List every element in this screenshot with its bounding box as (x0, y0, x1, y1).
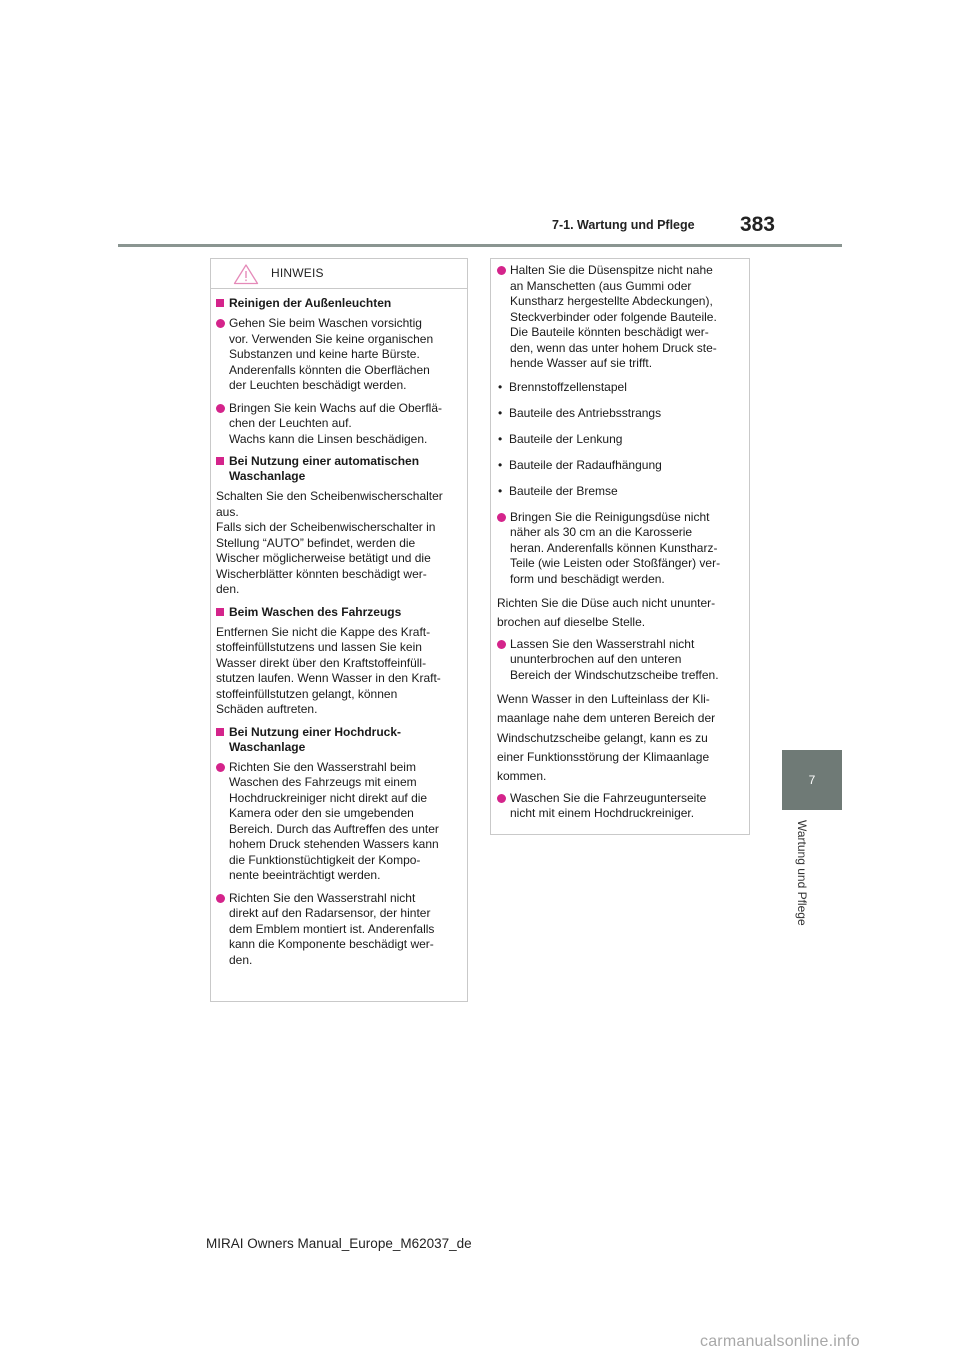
chapter-number: 7 (808, 773, 816, 787)
bullet-dot-icon: • (498, 483, 503, 498)
component-bullet: • Bauteile der Bremse (498, 483, 618, 498)
circle-bullet-icon (497, 266, 506, 275)
list-item: Waschen Sie die Fahrzeugunterseite nicht mit einem Hochdruckreiniger. (497, 791, 744, 822)
list-item: Bringen Sie kein Wachs auf die Oberflä- chen der Leuchten auf. Wachs kann die Linsen beschädigen. (216, 401, 462, 448)
section-heading: Bei Nutzung einer automatischen Waschanlage (216, 454, 462, 484)
header-rule (118, 244, 842, 247)
square-bullet-icon (216, 299, 224, 307)
component-bullet: • Bauteile des Antriebsstrangs (498, 405, 662, 420)
paragraph: Schalten Sie den Scheibenwischerschalter aus. Falls sich der Scheibenwischerschalter in Stellung “AUTO” befindet, werden die Wischer möglicherweise betätigt und die Wischerblätter könnten beschädigt wer- den. (216, 489, 443, 596)
circle-bullet-icon (216, 404, 225, 413)
list-item: Lassen Sie den Wasserstrahl nicht ununterbrochen auf den unteren Bereich der Windschutzscheibe treffen. (497, 637, 744, 684)
paragraph: Wenn Wasser in den Lufteinlass der Kli- maanlage nahe dem unteren Bereich der Windschutzscheibe gelangt, kann es zu einer Funktionsstörung der Klimaanlage kommen. (497, 692, 716, 784)
bullet-dot-icon: • (498, 379, 503, 394)
paragraph: Entfernen Sie nicht die Kappe des Kraft- stoffeinfüllstutzens und lassen Sie kein Wasser direkt über den Kraftstoffeinfüll- stutzen laufen. Wenn Wasser in den Kraft- stoffeinfüllstutzen gelangt, können Schäden auftreten. (216, 624, 441, 716)
list-item: Richten Sie den Wasserstrahl nicht direkt auf den Radarsensor, der hinter dem Emblem montiert ist. Anderenfalls kann die Komponente beschädigt wer- den. (216, 891, 462, 969)
section-heading: Bei Nutzung einer Hochdruck- Waschanlage (216, 725, 462, 755)
notice-box (210, 258, 468, 1002)
chapter-title-vertical: Wartung und Pflege (795, 820, 809, 926)
component-bullet: • Brennstoffzellenstapel (498, 379, 627, 394)
chapter-tab[interactable] (782, 750, 842, 810)
notice-body (211, 289, 467, 968)
list-item: Halten Sie die Düsenspitze nicht nahe an Manschetten (aus Gummi oder Kunstharz hergestellte Abdeckungen), Steckverbinder oder folgende Bauteile. Die Bauteile könnten beschädigt wer- den, wenn das unter hohem Druck ste- hende Wasser auf sie trifft. (497, 263, 744, 372)
page-number: 383 (739, 213, 775, 236)
section-heading: Reinigen der Außenleuchten (216, 296, 462, 311)
component-bullet: • Bauteile der Lenkung (498, 431, 623, 446)
list-item: Gehen Sie beim Waschen vorsichtig vor. Verwenden Sie keine organischen Substanzen und keine harte Bürste. Anderenfalls könnten die Oberflächen der Leuchten beschädigt werden. (216, 316, 462, 394)
circle-bullet-icon (497, 794, 506, 803)
list-item: Bringen Sie die Reinigungsdüse nicht näher als 30 cm an die Karosserie heran. Anderenfalls können Kunstharz- Teile (wie Leisten oder Stoßfänger) ver- form und beschädigt werden. (497, 510, 744, 588)
square-bullet-icon (216, 608, 224, 616)
circle-bullet-icon (497, 513, 506, 522)
circle-bullet-icon (497, 640, 506, 649)
bullet-dot-icon: • (498, 431, 503, 446)
square-bullet-icon (216, 457, 224, 465)
notice-title: HINWEIS (271, 266, 324, 280)
section-heading: Beim Waschen des Fahrzeugs (216, 605, 462, 620)
notice-header (211, 259, 467, 289)
bullet-dot-icon: • (498, 405, 503, 420)
watermark[interactable]: carmanualsonline.info (700, 1333, 860, 1350)
warning-triangle-icon (233, 263, 259, 290)
circle-bullet-icon (216, 894, 225, 903)
section-title: 7-1. Wartung und Pflege (552, 218, 695, 232)
footer-manual-id: MIRAI Owners Manual_Europe_M62037_de (206, 1236, 472, 1251)
circle-bullet-icon (216, 763, 225, 772)
component-bullet: • Bauteile der Radaufhängung (498, 457, 662, 472)
notice-continued-box (490, 258, 750, 835)
circle-bullet-icon (216, 319, 225, 328)
paragraph: Richten Sie die Düse auch nicht ununter- brochen auf dieselbe Stelle. (497, 596, 716, 630)
list-item: Richten Sie den Wasserstrahl beim Waschen des Fahrzeugs mit einem Hochdruckreiniger nicht direkt auf die Kamera oder den sie umgebenden Bereich. Durch das Auftreffen des unter hohem Druck stehenden Wassers kann die Funktionstüchtigkeit der Kompo- nente beeinträchtigt werden. (216, 760, 462, 884)
square-bullet-icon (216, 728, 224, 736)
bullet-dot-icon: • (498, 457, 503, 472)
